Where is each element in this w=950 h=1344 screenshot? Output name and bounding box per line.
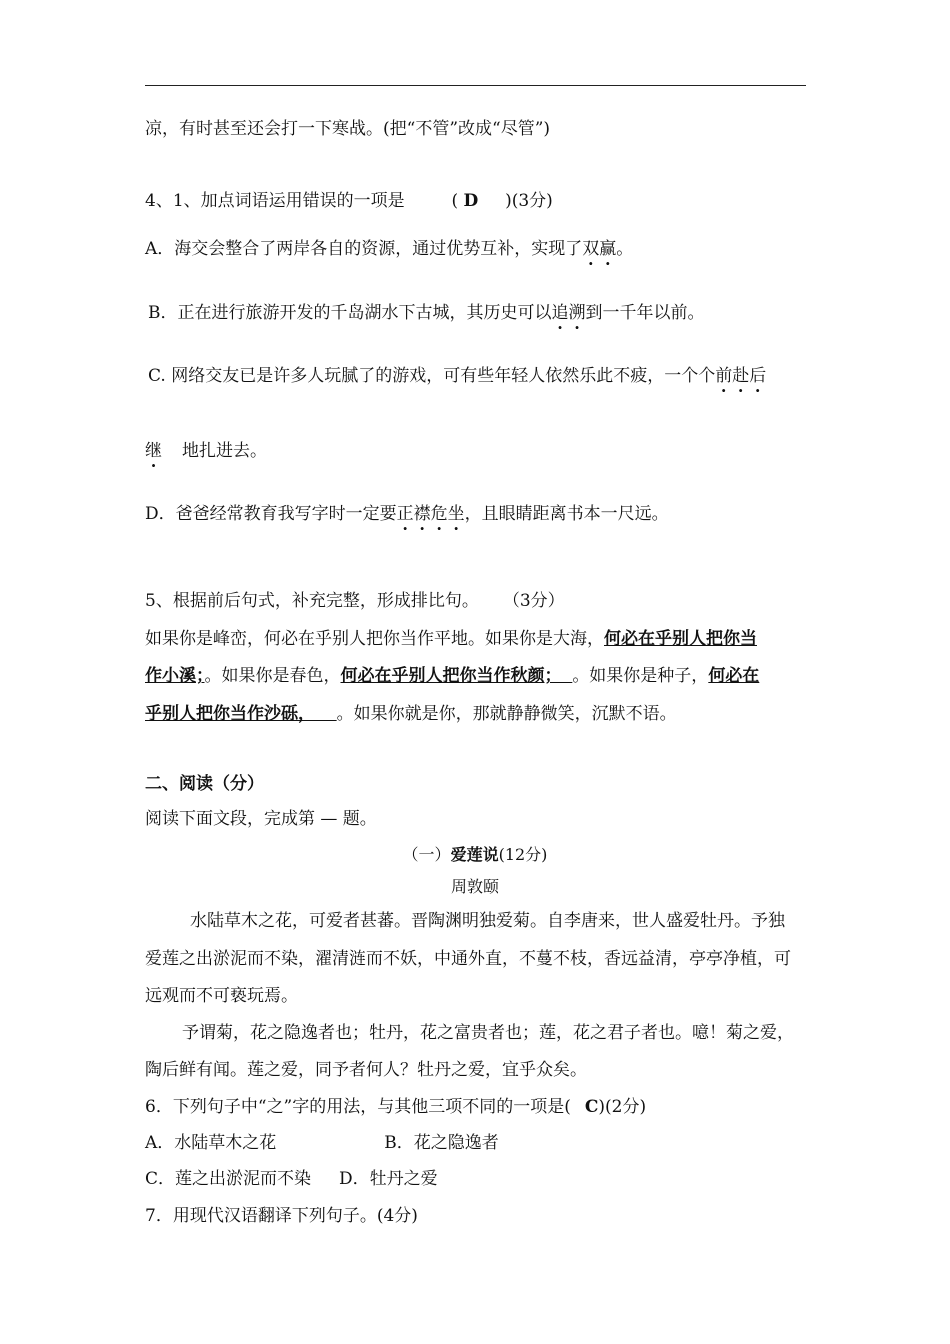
q4-bracket-open: ( [451,191,459,211]
q4-stem-text: 4、1、加点词语运用错误的一项是 [145,191,405,211]
q4-score: )(3分) [505,191,553,211]
dotted-char: 赴 [732,366,750,386]
q4-option-d [145,503,669,525]
q5-text: 。如果你是种子， [572,666,709,686]
q4-option-c [148,365,766,387]
q5-stem [145,590,565,612]
q4-option-b-text: B．正在进行旅游开发的千岛湖水下古城，其历史可以 [148,303,552,323]
q4-option-c-cont [145,440,267,462]
q7-stem: 7．用现代汉语翻译下列句子。(4分) [145,1206,418,1226]
q6-option-d: D．牡丹之爱 [339,1169,438,1189]
dotted-char: 追 [551,303,569,323]
dotted-char: 后 [749,366,767,386]
q4-stem [145,190,553,212]
q5-answer-2: 何必在乎别人把你当作秋颜； [340,666,562,686]
dotted-char: 溯 [568,303,586,323]
passage-p1-l1: 水陆草木之花，可爱者甚蕃。晋陶渊明独爱菊。自李唐来，世人盛爱牡丹。予独 [190,911,785,931]
q5-line-3 [145,703,677,725]
header-rule [145,85,806,86]
passage-title [0,844,950,866]
passage-name: 爱莲说 [450,845,499,864]
q5-line-2 [145,665,759,687]
q5-answer-3-end: 乎别人把你当作沙砾， [145,704,315,724]
q6-stem-text: 6．下列句子中“之”字的用法，与其他三项不同的一项是( [145,1097,571,1117]
dotted-char: 赢 [599,239,617,259]
passage-author: 周敦颐 [450,877,499,896]
passage-p1-l2: 爱莲之出淤泥而不染，濯清涟而不妖，中通外直，不蔓不枝，香远益清，亭亭净植，可 [145,949,791,969]
section-intro: 阅读下面文段，完成第 — 题。 [145,809,377,829]
q6-option-c: C．莲之出淤泥而不染 [145,1169,312,1189]
q5-text: 如果你是峰峦，何必在乎别人把你当作平地。如果你是大海， [145,629,604,649]
q4-option-d-text: D．爸爸经常教育我写字时一定要 [145,504,397,524]
q4-option-a-text: A．海交会整合了两岸各自的资源，通过优势互补，实现了 [145,239,583,259]
q4-option-b [148,302,705,324]
q5-answer-1-end: 作小溪； [145,666,205,686]
q4-option-d-end: ，且眼睛距离书本一尺远。 [464,504,669,524]
q5-line-1 [145,628,757,650]
dotted-char: 继 [145,441,162,461]
passage-p2-l2: 陶后鲜有闻。莲之爱，同予者何人？牡丹之爱，宜乎众矣。 [145,1060,587,1080]
q4-answer: D [463,191,479,211]
q4-option-a [145,238,633,260]
q6-options-row-1 [145,1132,499,1154]
passage-score: (12分) [498,845,548,864]
q4-option-c-text: C. 网络交友已是许多人玩腻了的游戏，可有些年轻人依然乐此不疲，一个个 [148,366,716,386]
q5-text: 。如果你是春色， [204,666,341,686]
dotted-char: 坐 [447,504,465,524]
q6-option-b: B．花之隐逸者 [384,1133,499,1153]
dotted-char: 襟 [413,504,431,524]
dotted-char: 前 [715,366,733,386]
q5-answer-1: 何必在乎别人把你当 [604,629,757,649]
section-title: 二、阅读（分） [145,774,264,794]
q5-answer-3: 何必在 [708,666,760,686]
q5-score: （3分） [502,591,565,611]
q4-option-b-end: 到一千年以前。 [585,303,705,323]
prev-answer-line: 凉，有时甚至还会打一下寒战。(把“不管”改成“尽管”) [145,119,551,139]
passage-p2-l1: 予谓菊，花之隐逸者也；牡丹，花之富贵者也；莲，花之君子者也。噫！菊之爱， [182,1023,794,1043]
passage-p1-l3: 远观而不可亵玩焉。 [145,986,298,1006]
dotted-char: 正 [396,504,414,524]
passage-number: （一） [402,845,451,864]
q4-option-a-end: 。 [616,239,634,259]
dotted-char: 危 [430,504,448,524]
q5-stem-text: 5、根据前后句式，补充完整，形成排比句。 [145,591,479,611]
q6-option-a: A．水陆草木之花 [145,1133,277,1153]
q6-answer: C [584,1097,599,1117]
q5-text: 。如果你就是你，那就静静微笑，沉默不语。 [336,704,677,724]
dotted-char: 双 [582,239,600,259]
q6-score: )(2分) [598,1097,647,1117]
q6-options-row-2 [145,1168,438,1190]
q6-stem [145,1096,646,1118]
q4-option-c-end: 地扎进去。 [182,441,267,461]
